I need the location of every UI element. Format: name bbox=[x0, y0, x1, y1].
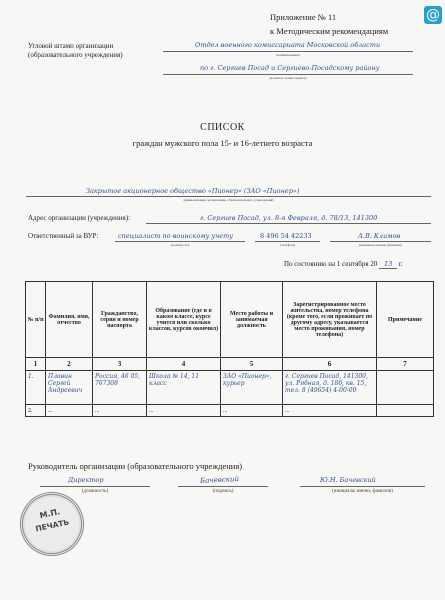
organization-name: Закрытое акционерное общество «Пионер» (ЗАО «Пионер») bbox=[86, 187, 300, 195]
site-logo bbox=[424, 6, 442, 24]
signature-name: Ю.Н. Бачевский bbox=[320, 476, 376, 484]
cell-address: г. Сергиев Посад, 141300, ул. Рябная, д. 18б, кв. 15, тел. 8 (49654) 4-00-00 bbox=[283, 371, 377, 405]
cell-note bbox=[377, 371, 434, 405]
phone-caption: (телефон) bbox=[280, 243, 295, 247]
column-number: 6 bbox=[283, 358, 377, 371]
cell-name: ... bbox=[46, 405, 93, 417]
stamp-label-line1: Угловой штамп организации bbox=[28, 42, 114, 50]
appendix-subtitle: к Методическим рекомендациям bbox=[270, 26, 389, 36]
date-suffix: г. bbox=[398, 260, 403, 268]
cell-number: 2. bbox=[26, 405, 46, 417]
signature-sign: Бачевский bbox=[199, 474, 240, 486]
column-number: 3 bbox=[93, 358, 147, 371]
cell-passport: ... bbox=[93, 405, 147, 417]
cell-education: Школа № 14, 11 класс bbox=[147, 371, 221, 405]
header-address: Зарегистрированное место жительства, номер телефона (кроме того, если проживает по другому адресу, указывается место проживания, номер телефона) bbox=[283, 282, 377, 358]
date-year: 13 bbox=[379, 260, 397, 269]
cell-work: ... bbox=[221, 405, 283, 417]
organization-caption: (наименование организации, образовательного учреждения) bbox=[183, 198, 274, 202]
header-number: № п/п bbox=[26, 282, 46, 358]
responsible-person: А.В. Климов bbox=[358, 232, 401, 240]
organization-address: г. Сергиев Посад, ул. 8-я Февраля, д. 78/13, 141300 bbox=[200, 214, 378, 222]
document-title: СПИСОК bbox=[200, 122, 245, 133]
cell-work: ЗАО «Пионер», курьер bbox=[221, 371, 283, 405]
citizens-table bbox=[25, 281, 434, 417]
column-number: 7 bbox=[377, 358, 434, 371]
signature-position-caption: (должность) bbox=[81, 489, 109, 494]
date-line bbox=[284, 260, 403, 269]
cell-address: ... bbox=[283, 405, 377, 417]
at-sign-icon: @ bbox=[426, 7, 440, 23]
military-office-district: по г. Сергиев Посад и Сергиево-Посадскому району bbox=[200, 64, 380, 72]
column-number: 5 bbox=[221, 358, 283, 371]
responsible-label: Ответственный за ВУР: bbox=[28, 232, 99, 240]
military-office-caption: (наименование) bbox=[276, 53, 300, 57]
signature-title: Руководитель организации (образовательного учреждения) bbox=[28, 461, 243, 471]
appendix-title: Приложение № 11 bbox=[270, 12, 337, 22]
header-note: Примечание bbox=[377, 282, 434, 358]
seal-line1: М.П. bbox=[38, 507, 61, 521]
cell-education: ... bbox=[147, 405, 221, 417]
table-number-row bbox=[26, 358, 434, 371]
table-row bbox=[26, 405, 434, 417]
cell-note bbox=[377, 405, 434, 417]
table-row bbox=[26, 371, 434, 405]
header-education: Образование (где и в каком классе, курсе учится или сколько классов, курсов окончил) bbox=[147, 282, 221, 358]
document-subtitle: граждан мужского пола 15- и 16-летнего возраста bbox=[132, 138, 313, 148]
military-office-name: Отдел военного комиссариата Московской области bbox=[195, 41, 381, 49]
stamp-label-line2: (образовательного учреждения) bbox=[28, 51, 123, 59]
header-passport: Гражданство, серия и номер паспорта bbox=[93, 282, 147, 358]
seal-line2: ПЕЧАТЬ bbox=[34, 517, 70, 534]
signature-sign-caption: (подпись) bbox=[212, 489, 234, 494]
person-caption: (инициалы имени, фамилия) bbox=[359, 243, 402, 247]
cell-number: 1. bbox=[26, 371, 46, 405]
header-work: Место работы и занимаемая должность bbox=[221, 282, 283, 358]
seal-stamp bbox=[14, 486, 90, 562]
column-number: 1 bbox=[26, 358, 46, 371]
date-prefix: По состоянию на 1 сентября 20 bbox=[284, 260, 378, 268]
military-office-caption2: (военного комиссариата) bbox=[269, 76, 307, 80]
cell-passport: Россия, 46 05, 767308 bbox=[93, 371, 147, 405]
column-number: 2 bbox=[46, 358, 93, 371]
cell-name: Плавин Сергей Андреевич bbox=[46, 371, 93, 405]
address-label: Адрес организации (учреждения): bbox=[28, 214, 131, 222]
responsible-position: специалист по воинскому учету bbox=[118, 232, 234, 240]
column-number: 4 bbox=[147, 358, 221, 371]
header-name: Фамилия, имя, отчество bbox=[46, 282, 93, 358]
responsible-phone: 8 496 54 42233 bbox=[260, 232, 312, 240]
table-header-row bbox=[26, 282, 434, 358]
position-caption: (должность) bbox=[170, 243, 190, 247]
signature-name-caption: (инициалы имени, фамилия) bbox=[332, 489, 393, 494]
signature-position: Директор bbox=[68, 476, 104, 484]
